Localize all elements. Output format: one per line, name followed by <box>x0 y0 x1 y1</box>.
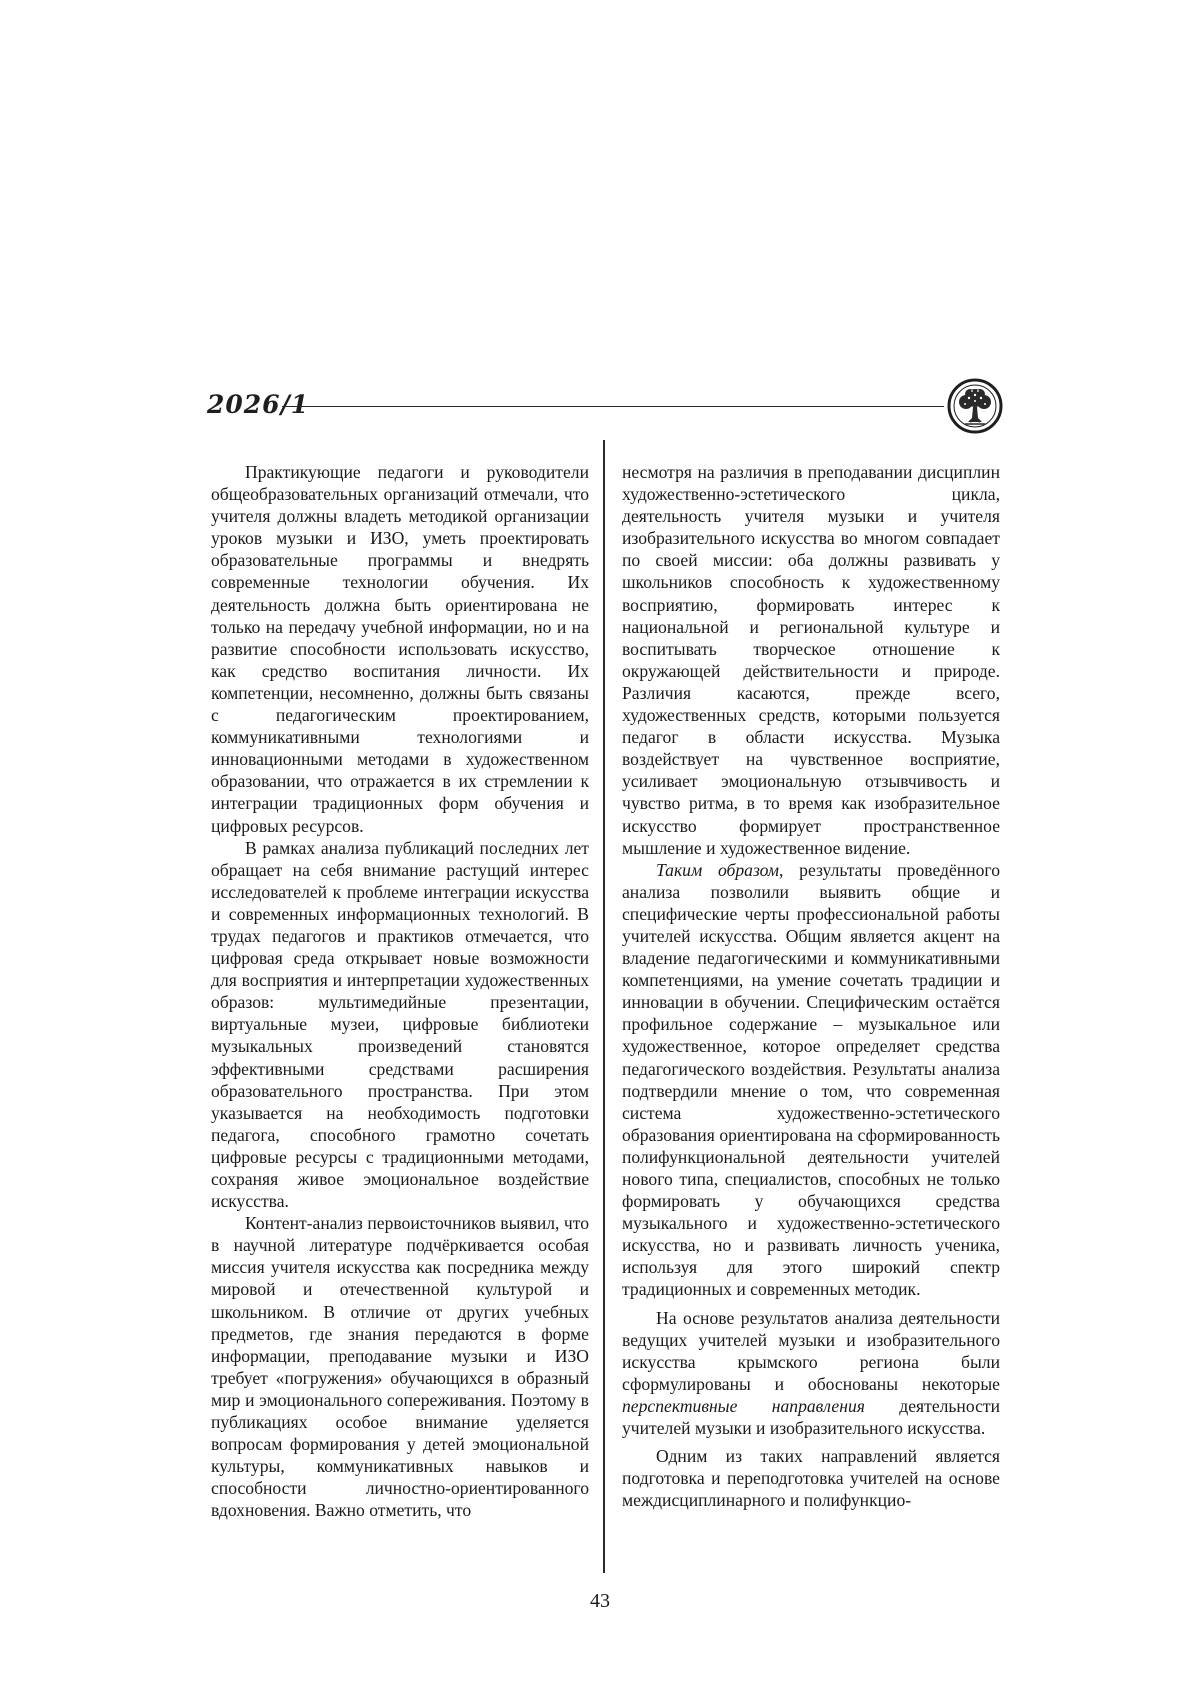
issue-number: 2026/1 <box>207 390 310 419</box>
paragraph: В рамках анализа публикаций последних лет обращает на себя внимание растущий интерес исследователей к проблеме интеграции искусства и современных информационных технологий. В трудах педагогов и практиков отмечается, что цифровая среда открывает новые возможности для восприятия и интерпретации художественных образов: мультимедийные презентации, виртуальные музеи, цифровые библиотеки музыкальных произведений становятся эффективными средствами расширения образовательного пространства. При этом указывается на необходимость подготовки педагога, способного грамотно сочетать цифровые ресурсы с традиционными методами, сохраняя живое эмоциональное воздействие искусства. <box>211 837 589 1212</box>
column-divider <box>603 440 605 1573</box>
paragraph: несмотря на различия в преподавании дисциплин художественно-эстетического цикла, деятельность учителя музыки и учителя изобразительного искусства во многом совпадает по своей миссии: оба должны развивать у школьников способность к художественному восприятию, формировать интерес к национальной и региональной культуре и воспитывать творческое отношение к окружающей действительности и природе. Различия касаются, прежде всего, художественных средств, которыми пользуется педагог в области искусства. Музыка воздействует на чувственное восприятие, усиливает эмоциональную отзывчивость и чувство ритма, в то время как изобразительное искусство формирует пространственное мышление и художественное видение. <box>622 462 1000 858</box>
paragraph <box>622 1307 1000 1440</box>
paragraph: Контент-анализ первоисточников выявил, что в научной литературе подчёркивается особая миссия учителя искусства как посредника между мировой и отечественной культурой и школьником. В отличие от других учебных предметов, где знания передаются в форме информации, преподавание музыки и ИЗО требует «погружения» обучающихся в образный мир и эмоционального сопереживания. Поэтому в публикациях особое внимание уделяется вопросам формирования у детей эмоциональной культуры, коммуникативных навыков и способности личностно-ориентированного вдохновения. Важно отметить, что <box>211 1213 589 1521</box>
italic-phrase: перспективные направления <box>622 1395 865 1416</box>
paragraph-text: На основе результатов анализа деятельности ведущих учителей музыки и изобразительного искусства крымского региона были сформулированы и обоснованы некоторые <box>622 1307 1000 1394</box>
tree-emblem-icon <box>947 378 1003 434</box>
running-header <box>207 378 1009 438</box>
italic-phrase: Таким образом <box>656 859 779 880</box>
paragraph-text: деятельности учителей музыки и изобразительного искусства. <box>622 1395 1000 1439</box>
paragraph-text: , результаты проведённого анализа позволили выявить общие и специфические черты профессиональной работы учителей искусства. Общим является акцент на владение педагогическими и коммуникативными компетенциями, на умение сочетать традиции и инновации в обучении. Специфическим остаётся профильное содержание – музыкальное или художественное, которое определяет средства педагогического воздействия. Результаты анализа подтвердили мнение о том, что современная система художественно-эстетического образования ориентирована на сформированность полифункциональной деятельности учителей нового типа, специалистов, способных не только формировать у обучающихся средства музыкального и художественно-эстетического искусства, но и развивать личность ученика, используя для этого широкий спектр традиционных и современных методик. <box>622 859 1000 1300</box>
right-column <box>622 461 1000 1511</box>
left-column <box>211 461 589 1522</box>
page-number: 43 <box>590 1590 610 1612</box>
paragraph: Одним из таких направлений является подготовка и переподготовка учителей на основе междисциплинарного и полифункцио- <box>622 1446 1000 1511</box>
header-rule <box>282 406 944 407</box>
paragraph <box>622 859 1000 1301</box>
paragraph: Практикующие педагоги и руководители общеобразовательных организаций отмечали, что учителя должны владеть методикой организации уроков музыки и ИЗО, уметь проектировать образовательные программы и внедрять современные технологии обучения. Их деятельность должна быть ориентирована не только на передачу учебной информации, но и на развитие способности использовать искусство, как средство воспитания личности. Их компетенции, несомненно, должны быть связаны с педагогическим проектированием, коммуникативными технологиями и инновационными методами в художественном образовании, что отражается в их стремлении к интеграции традиционных форм обучения и цифровых ресурсов. <box>211 462 589 836</box>
